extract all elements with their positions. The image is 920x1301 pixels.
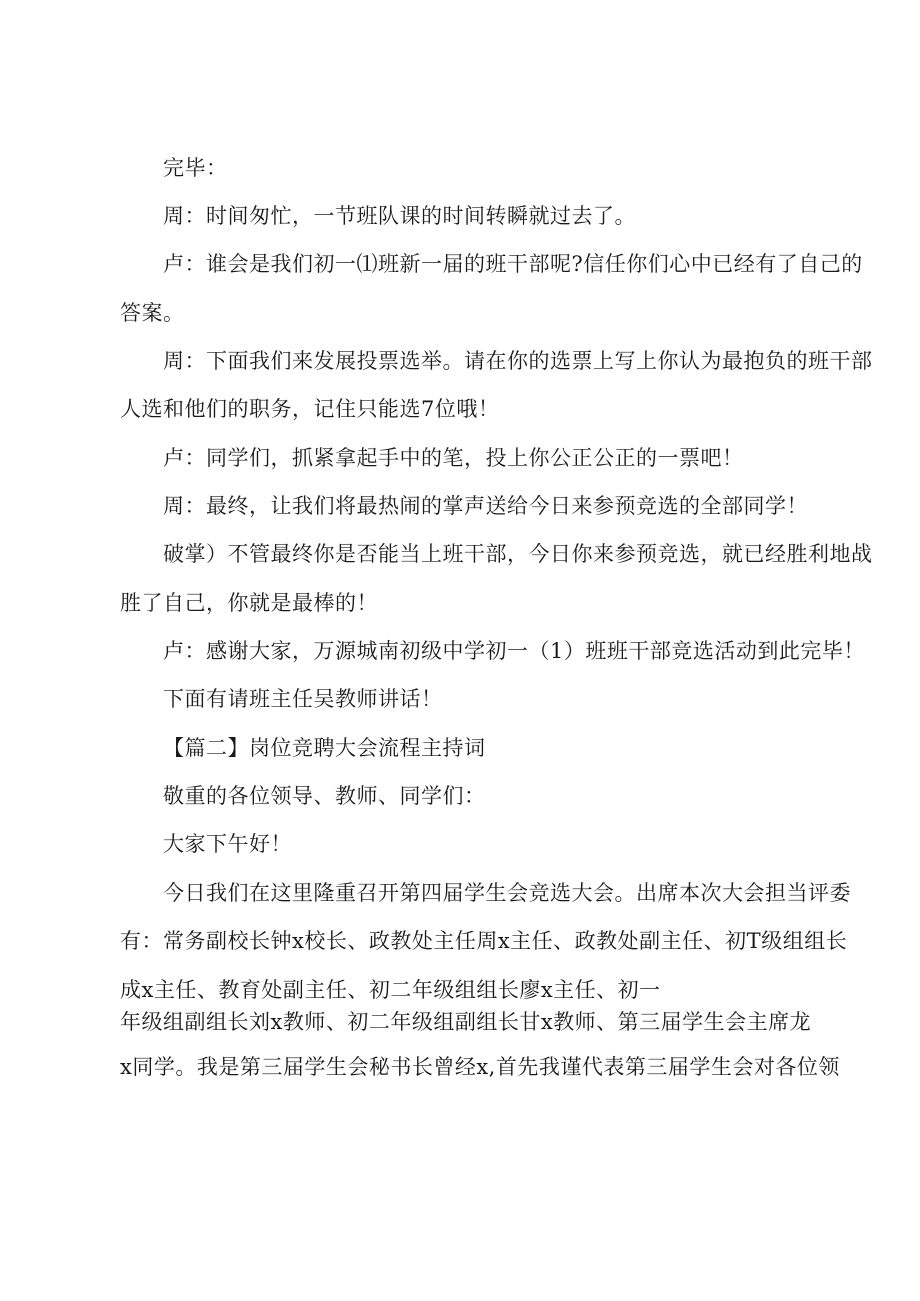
text-line: 有：常务副校长钟x校长、政教处主任周x主任、政教处副主任、初T级组组长 [120,929,848,953]
text-line: 完毕： [163,156,228,180]
text-line: 卢：同学们，抓紧拿起手中的笔，投上你公正公正的一票吧！ [163,446,744,470]
text-line: 人选和他们的职务，记住只能选7位哦！ [120,397,500,421]
text-line: 答案。 [120,301,185,325]
text-line: 卢：感谢大家，万源城南初级中学初一（1）班班干部竞选活动到此完毕！ [163,639,865,663]
text-line: 成x主任、教育处副主任、初二年级组组长廖x主任、初一 [120,978,661,1002]
text-line: 今日我们在这里隆重召开第四届学生会竞选大会。出席本次大会担当评委 [163,881,851,905]
text-line: 年级组副组长刘x教师、初二年级组副组长甘x教师、第三届学生会主席龙 [120,1010,812,1034]
salutation: 敬重的各位领导、教师、同学们： [163,784,486,808]
text-line: 下面有请班主任吴教师讲话！ [163,687,443,711]
text-line: 周：下面我们来发展投票选举。请在你的选票上写上你认为最抱负的班干部 [163,349,873,373]
section-heading: 【篇二】岗位竞聘大会流程主持词 [163,736,486,760]
greeting: 大家下午好！ [163,832,292,856]
text-line: 周：最终，让我们将最热闹的掌声送给今日来参预竞选的全部同学！ [163,494,808,518]
text-line: 周：时间匆忙，一节班队课的时间转瞬就过去了。 [163,204,636,228]
text-line: x同学。我是第三届学生会秘书长曾经x,首先我谨代表第三届学生会对各位领 [120,1055,840,1079]
text-line: 卢：谁会是我们初一⑴班新一届的班干部呢?信任你们心中已经有了自己的 [163,252,863,276]
text-line: 胜了自己，你就是最棒的！ [120,591,378,615]
text-line: 破掌）不管最终你是否能当上班干部，今日你来参预竞选，就已经胜利地战 [163,542,873,566]
